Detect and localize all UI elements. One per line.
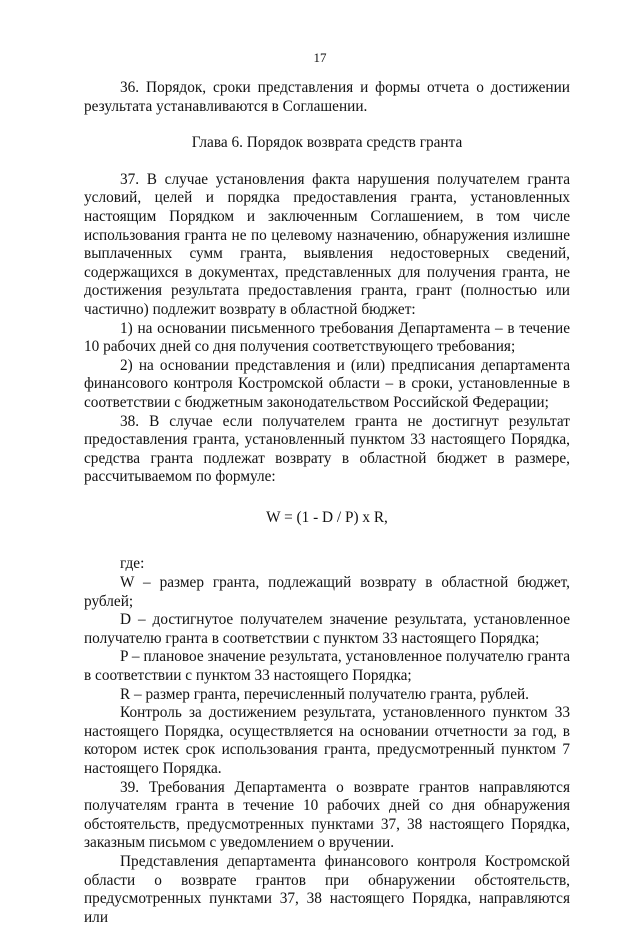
representations-paragraph: Представления департамента финансового контроля Костромской области о возврате грантов при обнаружении обстоятельств, предусмотренных пунктами 37, 38 настоящего Порядка, направляются или <box>84 852 570 926</box>
definition-r: R – размер гранта, перечисленный получателю гранта, рублей. <box>120 685 529 703</box>
page-number: 17 <box>313 50 327 65</box>
definition-d: D – достигнутое получателем значение результата, установленное получателю гранта в соответствии с пунктом 33 настоящего Порядка; <box>84 611 570 647</box>
formula: W = (1 - D / P) x R, <box>266 508 388 526</box>
paragraph-38: 38. В случае если получателем гранта не достигнут результат предоставления гранта, установленный пунктом 33 настоящего Порядка, средства гранта подлежат возврату в областной бюджет в размере, рассчитываемом по формуле: <box>84 412 570 486</box>
document-body <box>84 79 570 927</box>
paragraph-36: 36. Порядок, сроки представления и формы отчета о достижении результата устанавливаются в Соглашении. <box>84 79 570 115</box>
control-paragraph: Контроль за достижением результата, установленного пунктом 33 настоящего Порядка, осуществляется на основании отчетности за год, в котором истек срок использования гранта, предусмотренный пунктом 7 настоящего Порядка. <box>84 704 570 777</box>
definition-w: W – размер гранта, подлежащий возврату в областной бюджет, рублей; <box>84 574 570 610</box>
where-label: где: <box>120 555 145 573</box>
paragraph-37-item-1: 1) на основании письменного требования Департамента – в течение 10 рабочих дней со дня получения соответствующего требования; <box>84 319 570 356</box>
definition-p: P – плановое значение результата, установленное получателю гранта в соответствии с пунктом 33 настоящего Порядка; <box>84 648 570 685</box>
chapter-heading: Глава 6. Порядок возврата средств гранта <box>191 134 463 152</box>
paragraph-37: 37. В случае установления факта нарушения получателем гранта условий, целей и порядка предоставления гранта, установленных настоящим Порядком и заключенным Соглашением, в том числе использования гранта не по целевому назначению, обнаружения излишне выплаченных сумм гранта, выявления недостоверных сведений, содержащихся в документах, представленных для получения гранта, не достижения результата предоставления гранта, грант (полностью или частично) подлежит возврату в областной бюджет: <box>84 170 570 318</box>
paragraph-39: 39. Требования Департамента о возврате грантов направляются получателям гранта в течение 10 рабочих дней со дня обнаружения обстоятельств, предусмотренных пунктами 37, 38 настоящего Порядка, заказным письмом с уведомлением о вручении. <box>84 778 570 852</box>
paragraph-37-item-2: 2) на основании представления и (или) предписания департамента финансового контроля Костромской области – в сроки, установленные в соответствии с бюджетным законодательством Российской Федерации; <box>84 356 570 411</box>
